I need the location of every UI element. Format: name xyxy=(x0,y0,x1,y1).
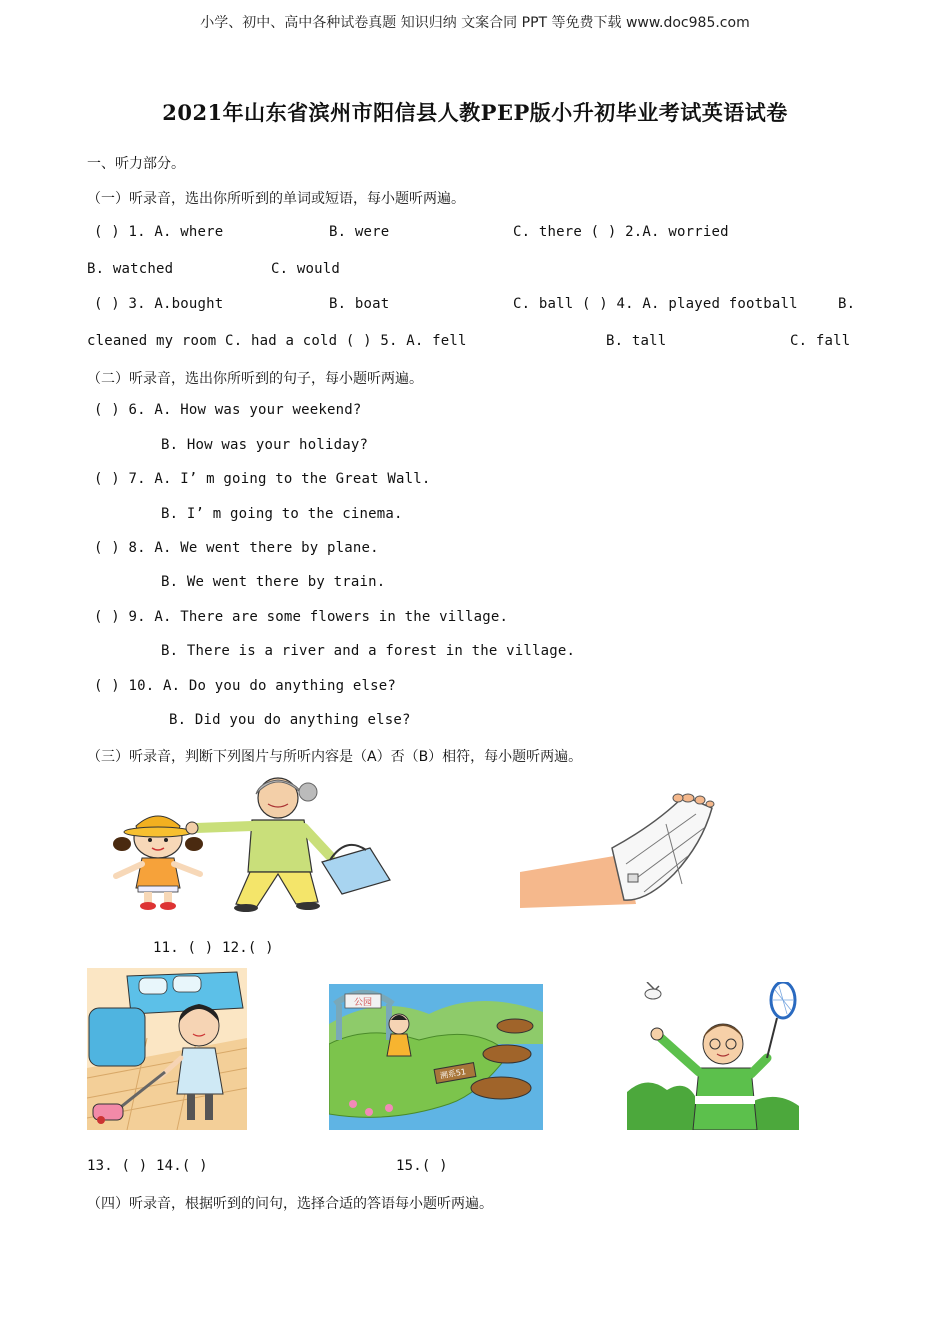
boy-badminton-illustration xyxy=(627,982,799,1130)
exam-title: 2021年山东省滨州市阳信县人教PEP版小升初毕业考试英语试卷 xyxy=(162,100,788,125)
section2-heading: （二）听录音，选出你所听到的句子，每小题听两遍。 xyxy=(87,371,423,387)
q3-line: ( ) 3. A.bought xyxy=(94,296,224,312)
questions-13-14: 13. ( ) 14.( ) xyxy=(87,1158,208,1174)
questions-11-12: 11. ( ) 12.( ) xyxy=(153,940,274,956)
q10-option-a: ( ) 10. A. Do you do anything else? xyxy=(94,678,397,694)
q2-option-c: C. would xyxy=(271,261,341,277)
q6-option-b: B. How was your holiday? xyxy=(161,437,369,453)
question-15: 15.( ) xyxy=(396,1158,448,1174)
q1-option-c-q2: C. there ( ) 2.A. worried xyxy=(513,224,729,240)
q3-option-b: B. boat xyxy=(329,296,390,312)
girl-vacuuming-illustration xyxy=(87,968,247,1130)
park-sign: 公园 xyxy=(353,998,373,1008)
part1-heading: 一、听力部分。 xyxy=(87,156,185,172)
q6-option-a: ( ) 6. A. How was your weekend? xyxy=(94,402,362,418)
boat-sign: 溯系51 xyxy=(439,1067,467,1081)
bandaged-foot-illustration xyxy=(516,784,726,914)
q1-line: ( ) 1. A. where xyxy=(94,224,224,240)
q9-option-b: B. There is a river and a forest in the village. xyxy=(161,643,576,659)
q7-option-a: ( ) 7. A. I’ m going to the Great Wall. xyxy=(94,471,431,487)
q8-option-b: B. We went there by train. xyxy=(161,574,386,590)
section3-heading: （三）听录音，判断下列图片与所听内容是（A）否（B）相符，每小题听两遍。 xyxy=(87,749,583,765)
q1-option-b: B. were xyxy=(329,224,390,240)
q5-option-b: B. tall xyxy=(606,333,667,349)
q3-option-c-q4: C. ball ( ) 4. A. played football xyxy=(513,296,798,312)
q7-option-b: B. I’ m going to the cinema. xyxy=(161,506,403,522)
q9-option-a: ( ) 9. A. There are some flowers in the village. xyxy=(94,609,509,625)
q2-option-b: B. watched xyxy=(87,261,174,277)
q10-option-b: B. Did you do anything else? xyxy=(169,712,411,728)
q4-option-b-label: B. xyxy=(838,296,856,312)
page-header: 小学、初中、高中各种试卷真题 知识归纳 文案合同 PPT 等免费下载 www.doc985.com xyxy=(200,15,750,31)
section4-heading: （四）听录音，根据听到的问句，选择合适的答语每小题听两遍。 xyxy=(87,1196,493,1212)
q5-option-c: C. fall xyxy=(790,333,851,349)
q8-option-a: ( ) 8. A. We went there by plane. xyxy=(94,540,379,556)
park-lake-illustration xyxy=(329,984,543,1130)
q4-q5-line: cleaned my room C. had a cold ( ) 5. A. fell xyxy=(87,333,467,349)
girl-grandma-illustration xyxy=(108,776,398,912)
section1-heading: （一）听录音，选出你所听到的单词或短语，每小题听两遍。 xyxy=(87,191,465,207)
